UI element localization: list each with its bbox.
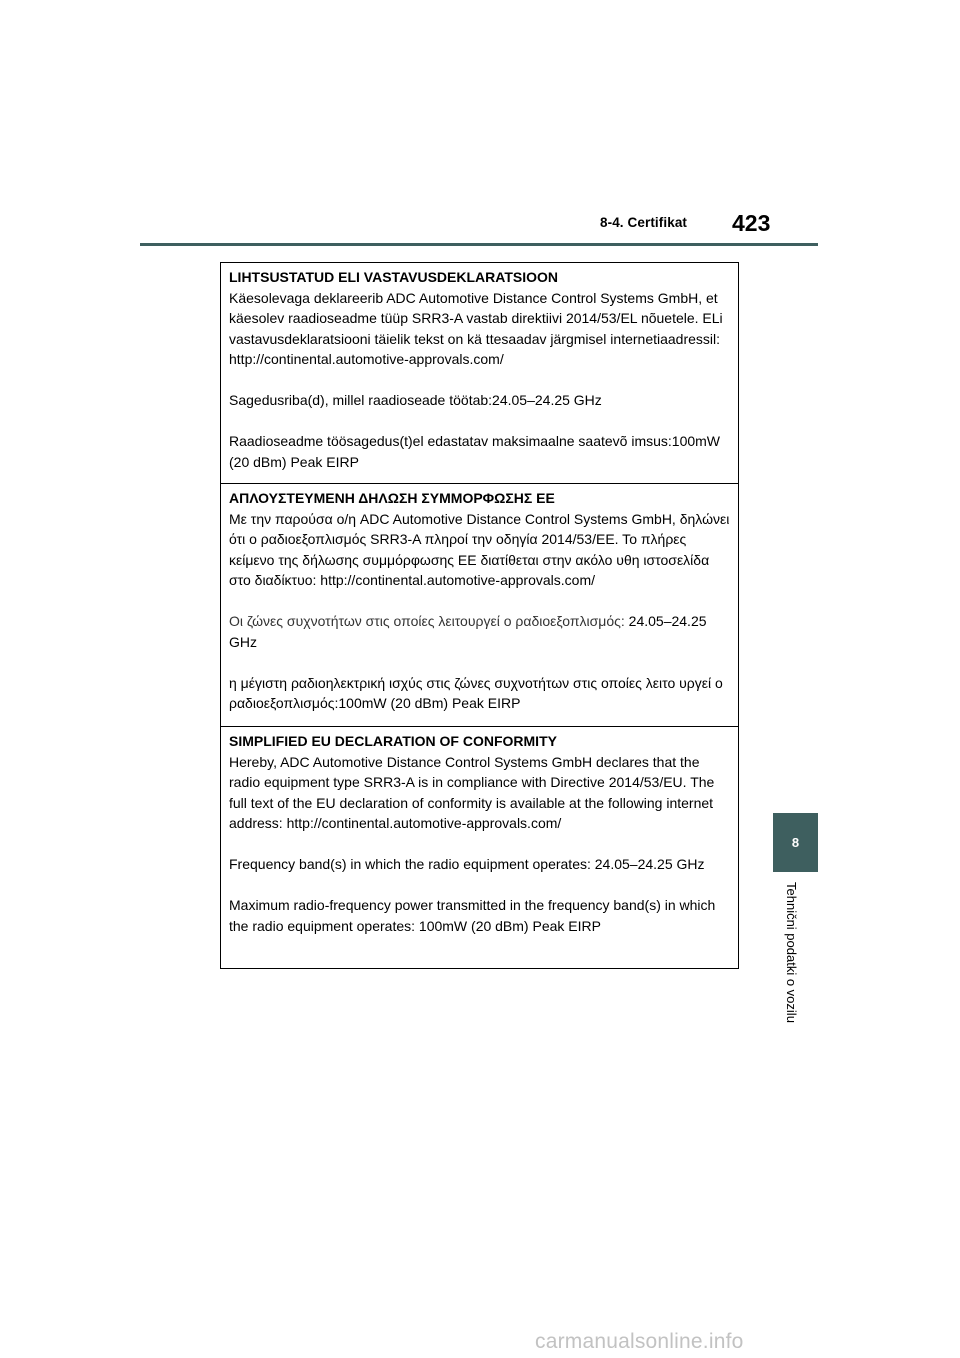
estonian-title: LIHTSUSTATUD ELI VASTAVUSDEKLARATSIOON [229, 269, 558, 285]
greek-frequency [229, 611, 730, 652]
watermark: carmanualsonline.info [535, 1330, 744, 1353]
greek-title: ΑΠΛΟΥΣΤΕΥΜΕΝΗ ΔΗΛΩΣΗ ΣΥΜΜΟΡΦΩΣΗΣ ΕΕ [229, 490, 555, 506]
english-declaration [221, 726, 738, 968]
estonian-body: Käesolevaga deklareerib ADC Automotive Distance Control Systems GmbH, et käesolev raadioseadme tüüp SRR3-A vastab direktiivi 2014/53/EL nõuetele. ELi vastavusdeklaratsiooni täielik tekst on kä ttesaadav järgmisel internetiaadressil: http://continental.automotive-approvals.com/ [229, 289, 723, 367]
english-title: SIMPLIFIED EU DECLARATION OF CONFORMITY [229, 733, 557, 749]
declaration-box [220, 262, 739, 969]
estonian-declaration [221, 263, 738, 483]
chapter-tab: 8 [773, 813, 818, 872]
greek-frequency-label: Οι ζώνες συχνοτήτων στις οποίες λειτουργεί ο ραδιοεξοπλισμός: [229, 613, 625, 629]
header-rule [140, 243, 818, 246]
section-title: 8-4. Certifikat [600, 215, 688, 230]
greek-frequency-value: 24.05–24.25 GHz [229, 613, 707, 650]
greek-body: Με την παρούσα ο/η ADC Automotive Distance Control Systems GmbH, δηλώνει ότι ο ραδιοεξοπλισμός SRR3-A πληροί την οδηγία 2014/53/ΕΕ. Το πλήρες κείμενο της δήλωσης συμμόρφωσης ΕΕ διατίθεται στην ακόλο υθη ιστοσελίδα στο διαδίκτυο: http://continental.automotive-approvals.com/ [229, 510, 730, 588]
greek-declaration [221, 483, 738, 726]
chapter-label: Tehnični podatki o vozilu [784, 882, 799, 1023]
english-body: Hereby, ADC Automotive Distance Control Systems GmbH declares that the radio equipment type SRR3-A is in compliance with Directive 2014/53/EU. The full text of the EU declaration of conformity is available at the following internet address: http://continental.automotive-approvals.com/ [229, 753, 715, 831]
estonian-frequency: Sagedusriba(d), millel raadioseade töötab:24.05–24.25 GHz [229, 392, 602, 408]
english-frequency: Frequency band(s) in which the radio equipment operates: 24.05–24.25 GHz [229, 856, 705, 872]
greek-power: η μέγιστη ραδιοηλεκτρική ισχύς στις ζώνες συχνοτήτων στις οποίες λειτο υργεί ο ραδιοεξοπλισμός:100mW (20 dBm) Peak EIRP [229, 674, 723, 711]
estonian-power: Raadioseadme töösagedus(t)el edastatav maksimaalne saatevõ imsus:100mW (20 dBm) Peak EIRP [229, 433, 721, 470]
page-number: 423 [732, 210, 771, 236]
english-power: Maximum radio-frequency power transmitted in the frequency band(s) in which the radio equipment operates: 100mW (20 dBm) Peak EIRP [229, 897, 716, 934]
